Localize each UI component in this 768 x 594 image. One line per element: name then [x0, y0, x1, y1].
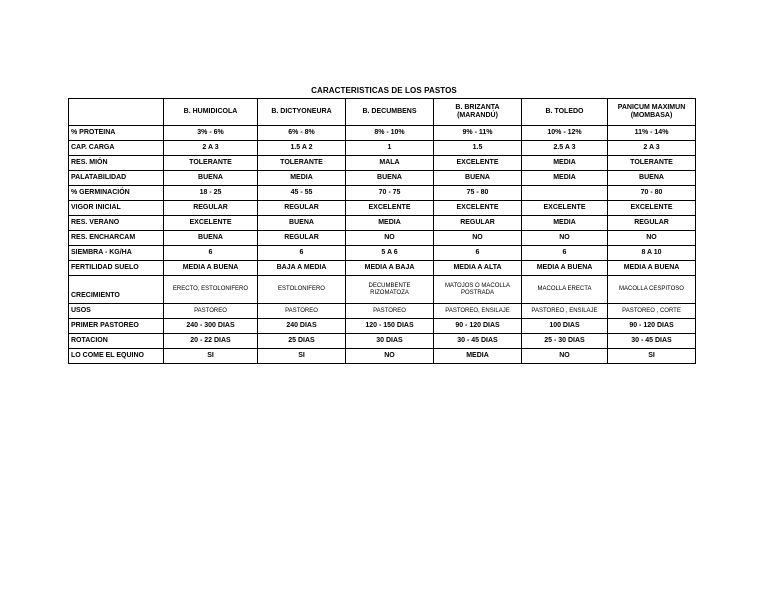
- table-row: [69, 171, 696, 186]
- table-cell: EXCELENTE: [608, 201, 696, 216]
- table-cell: 70 - 75: [346, 186, 434, 201]
- table-cell: 30 - 45 DIAS: [608, 334, 696, 349]
- table-cell: MEDIA: [258, 171, 346, 186]
- row-label: RES. VERANO: [69, 216, 164, 231]
- row-label: % GERMINACIÓN: [69, 186, 164, 201]
- table-cell: 30 DIAS: [346, 334, 434, 349]
- table-row: [69, 231, 696, 246]
- table-cell: EXCELENTE: [164, 216, 258, 231]
- table-cell: MEDIA: [522, 171, 608, 186]
- table-cell: MEDIA: [346, 216, 434, 231]
- table-cell: PASTOREO: [258, 304, 346, 319]
- table-cell: 6: [258, 246, 346, 261]
- row-label: % PROTEINA: [69, 126, 164, 141]
- table-cell: SI: [608, 349, 696, 364]
- table-cell: REGULAR: [258, 231, 346, 246]
- table-cell: MACOLLA CESPITOSO: [608, 276, 696, 304]
- table-cell: SI: [164, 349, 258, 364]
- header-corner: [69, 99, 164, 126]
- column-header: B. BRIZANTA (MARANDÚ): [434, 99, 522, 126]
- table-cell: 75 - 80: [434, 186, 522, 201]
- table-cell: MEDIA: [434, 349, 522, 364]
- table-cell: EXCELENTE: [346, 201, 434, 216]
- table-cell: MEDIA A BUENA: [522, 261, 608, 276]
- table-cell: 6% - 8%: [258, 126, 346, 141]
- table-cell: 2.5 A 3: [522, 141, 608, 156]
- page-title: CARACTERISTICAS DE LOS PASTOS: [311, 86, 457, 95]
- row-label: VIGOR INICIAL: [69, 201, 164, 216]
- table-cell: MEDIA A ALTA: [434, 261, 522, 276]
- table-cell: BUENA: [164, 171, 258, 186]
- row-label: CRECIMIENTO: [69, 276, 164, 304]
- table-cell: TOLERANTE: [258, 156, 346, 171]
- table-cell: DECUMBENTE RIZOMATOZA: [346, 276, 434, 304]
- table-cell: NO: [522, 349, 608, 364]
- table-cell: 90 - 120 DIAS: [608, 319, 696, 334]
- table-cell: 30 - 45 DIAS: [434, 334, 522, 349]
- table-row: [69, 156, 696, 171]
- table-cell: REGULAR: [608, 216, 696, 231]
- table-cell: BUENA: [346, 171, 434, 186]
- table-cell: EXCELENTE: [434, 201, 522, 216]
- table-cell: EXCELENTE: [434, 156, 522, 171]
- table-cell: 240 DIAS: [258, 319, 346, 334]
- table-cell: MEDIA A BUENA: [608, 261, 696, 276]
- table-cell: TOLERANTE: [164, 156, 258, 171]
- table-cell: PASTOREO: [164, 304, 258, 319]
- table-cell: MACOLLA ERECTA: [522, 276, 608, 304]
- row-label: LO COME EL EQUINO: [69, 349, 164, 364]
- table-cell: 70 - 80: [608, 186, 696, 201]
- table-cell: NO: [346, 231, 434, 246]
- table-cell: 25 - 30 DIAS: [522, 334, 608, 349]
- table-row: [69, 141, 696, 156]
- table-cell: 2 A 3: [164, 141, 258, 156]
- table-row: [69, 319, 696, 334]
- table-body: [69, 126, 696, 364]
- table-cell: TOLERANTE: [608, 156, 696, 171]
- table-cell: 10% - 12%: [522, 126, 608, 141]
- table-row: [69, 186, 696, 201]
- table-cell: 3% - 6%: [164, 126, 258, 141]
- row-label: USOS: [69, 304, 164, 319]
- table-row: [69, 304, 696, 319]
- header-row: [69, 99, 696, 126]
- table-cell: PASTOREO , ENSILAJE: [522, 304, 608, 319]
- table-cell: MEDIA A BAJA: [346, 261, 434, 276]
- table-cell: 6: [164, 246, 258, 261]
- table-cell: 1.5 A 2: [258, 141, 346, 156]
- table-row: [69, 261, 696, 276]
- column-header: B. HUMIDICOLA: [164, 99, 258, 126]
- row-label: PALATABILIDAD: [69, 171, 164, 186]
- table-cell: BUENA: [608, 171, 696, 186]
- table-row: [69, 276, 696, 304]
- table-row: [69, 201, 696, 216]
- table-cell: 2 A 3: [608, 141, 696, 156]
- table-cell: MATOJOS O MACOLLA POSTRADA: [434, 276, 522, 304]
- table-cell: 90 - 120 DIAS: [434, 319, 522, 334]
- table-cell: 8% - 10%: [346, 126, 434, 141]
- table-cell: NO: [434, 231, 522, 246]
- table-cell: MALA: [346, 156, 434, 171]
- table-cell: ERECTO, ESTOLONIFERO: [164, 276, 258, 304]
- table-cell: 25 DIAS: [258, 334, 346, 349]
- row-label: SIEMBRA - KG/HA: [69, 246, 164, 261]
- table-cell: SI: [258, 349, 346, 364]
- table-cell: REGULAR: [164, 201, 258, 216]
- table-row: [69, 246, 696, 261]
- table-cell: BUENA: [164, 231, 258, 246]
- table-cell: REGULAR: [258, 201, 346, 216]
- table-cell: 11% - 14%: [608, 126, 696, 141]
- table-cell: MEDIA A BUENA: [164, 261, 258, 276]
- pastures-table: [68, 98, 696, 364]
- row-label: FERTILIDAD SUELO: [69, 261, 164, 276]
- table-row: [69, 216, 696, 231]
- table-cell: PASTOREO, ENSILAJE: [434, 304, 522, 319]
- row-label: RES. ENCHARCAM: [69, 231, 164, 246]
- table-cell: 8 A 10: [608, 246, 696, 261]
- table-cell: 5 A 6: [346, 246, 434, 261]
- table-cell: PASTOREO , CORTE: [608, 304, 696, 319]
- table-cell: NO: [346, 349, 434, 364]
- table-cell: 6: [434, 246, 522, 261]
- table-cell: 120 - 150 DIAS: [346, 319, 434, 334]
- table-cell: PASTOREO: [346, 304, 434, 319]
- table-cell: MEDIA: [522, 156, 608, 171]
- table-cell: EXCELENTE: [522, 201, 608, 216]
- column-header: B. DICTYONEURA: [258, 99, 346, 126]
- row-label: ROTACION: [69, 334, 164, 349]
- table-row: [69, 349, 696, 364]
- table-row: [69, 126, 696, 141]
- column-header: PANICUM MAXIMUN (MOMBASA): [608, 99, 696, 126]
- table-cell: BUENA: [258, 216, 346, 231]
- table-cell: BUENA: [434, 171, 522, 186]
- table-cell: ESTOLONIFERO: [258, 276, 346, 304]
- column-header: B. TOLEDO: [522, 99, 608, 126]
- table-cell: 240 - 300 DIAS: [164, 319, 258, 334]
- row-label: RES. MIÓN: [69, 156, 164, 171]
- table-cell: 18 - 25: [164, 186, 258, 201]
- table-cell: NO: [522, 231, 608, 246]
- column-header: B. DECUMBENS: [346, 99, 434, 126]
- table-cell: 45 - 55: [258, 186, 346, 201]
- table-cell: BAJA A MEDIA: [258, 261, 346, 276]
- row-label: CAP. CARGA: [69, 141, 164, 156]
- table-cell: MEDIA: [522, 216, 608, 231]
- table-cell: 100 DIAS: [522, 319, 608, 334]
- table-cell: NO: [608, 231, 696, 246]
- table-cell: 1: [346, 141, 434, 156]
- table-row: [69, 334, 696, 349]
- table-cell: 1.5: [434, 141, 522, 156]
- table-cell: [522, 186, 608, 201]
- table-cell: 9% - 11%: [434, 126, 522, 141]
- table-cell: 6: [522, 246, 608, 261]
- row-label: PRIMER PASTOREO: [69, 319, 164, 334]
- table-cell: REGULAR: [434, 216, 522, 231]
- table-cell: 20 - 22 DIAS: [164, 334, 258, 349]
